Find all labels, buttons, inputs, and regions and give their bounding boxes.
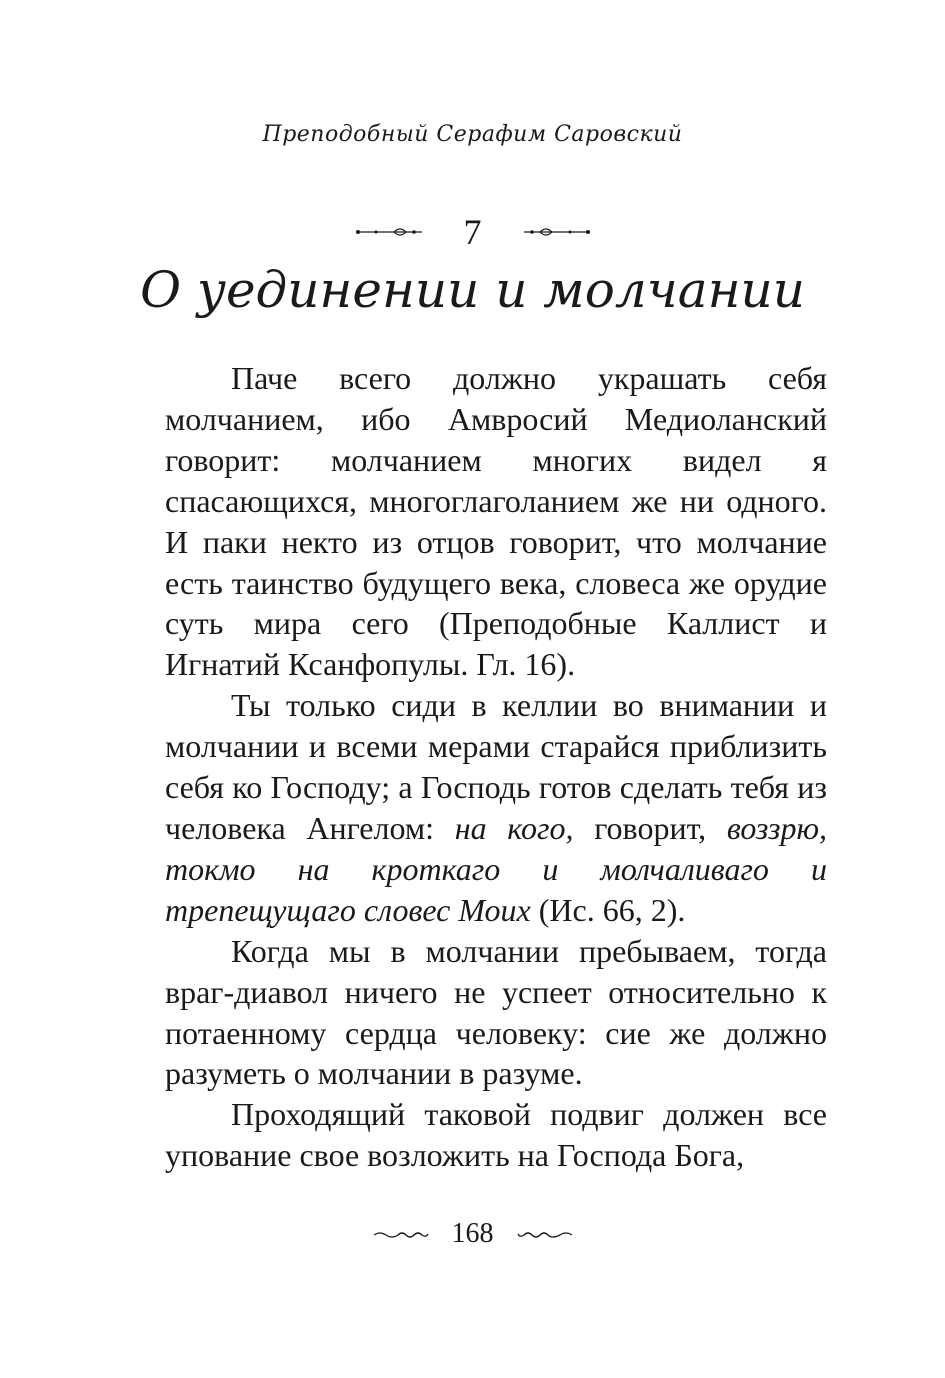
footer-row [0, 1214, 945, 1254]
paragraph-1: Паче всего должно украшать себя молчанием, ибо Амвросий Медиоланский говорит: молчанием многих видел я спасающихся, многоглаголанием же ни одного. И паки некто из отцов говорит, что молчание есть таинство будущего века, словеса же орудие суть мира сего (Преподобные Каллист и Игнатий Ксанфопулы. Гл. 16). [165, 360, 827, 683]
chapter-title: О уединении и молчании [140, 261, 805, 319]
paragraph-2-italic-a: на кого, [454, 809, 574, 846]
left-ornament-icon [354, 224, 424, 240]
running-head: Преподобный Серафим Саровский [262, 122, 683, 147]
page-number: 168 [451, 1218, 494, 1249]
chapter-number: 7 [463, 212, 482, 252]
paragraph-2-text-a: Ты только сиди в келлии во внимании и молчании и всеми мерами старайся приблизить себя ко Господу; а Господь готов сделать тебя из человека Ангелом: [165, 687, 827, 846]
footer-right-flourish-icon [516, 1227, 574, 1241]
paragraph-3: Когда мы в молчании пребываем, тогда враг-диавол ничего не успеет относительно к потаенному сердца человеку: сие же должно разуметь о молчании в разуме. [165, 932, 827, 1092]
paragraph-2-italic-b: воззрю, токмо на кроткаго и молчаливаго и трепещущаго словес Моих [165, 809, 827, 928]
body-text [165, 358, 827, 1176]
right-ornament-icon [522, 224, 592, 240]
chapter-number-row [0, 210, 945, 254]
paragraph-2-text-c: (Ис. 66, 2). [530, 891, 686, 928]
footer-left-flourish-icon [372, 1227, 430, 1241]
paragraph-4: Проходящий таковой подвиг должен все упование свое возложить на Господа Бога, [165, 1096, 827, 1174]
paragraph-2-text-b: говорит, [573, 809, 727, 846]
paragraph-2 [165, 685, 827, 930]
